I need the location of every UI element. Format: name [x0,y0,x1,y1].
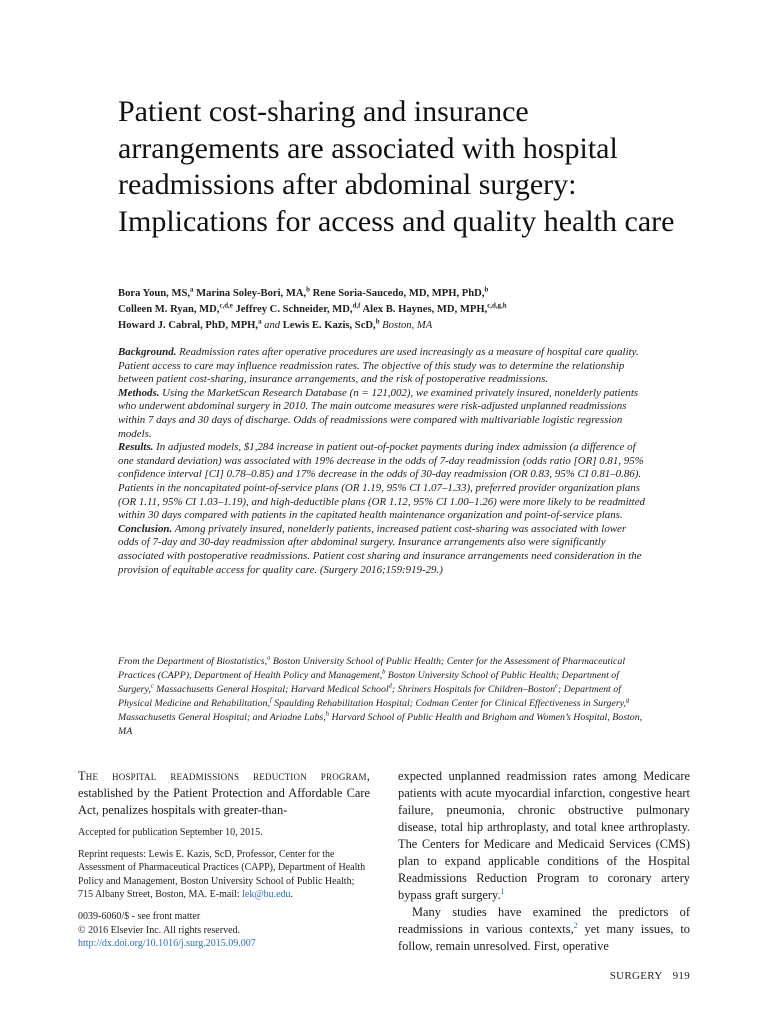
affiliation-mark: h [325,710,329,718]
affiliation-text: ; Shriners Hospitals for Children–Boston [391,684,556,695]
author-affil-mark: c,d,g,h [487,302,507,310]
author-location: Boston, MA [379,320,433,331]
author-affil-mark: a [258,318,262,326]
doi-link[interactable]: http://dx.doi.org/10.1016/j.surg.2015.09.007 [78,938,256,950]
author-affil-mark: b [484,286,489,294]
affiliations [118,655,646,739]
affiliation-text: Spaulding Rehabilitation Hospital; Codman Center for Clinical Effectiveness in Surgery, [271,698,627,709]
affiliation-mark: a [267,654,271,662]
author-name: Rene Soria-Saucedo, MD, MPH, PhD, [309,288,485,299]
abstract-results-label: Results. [118,441,154,454]
affiliation-text: ; Department of Physical Medicine and Rehabilitation, [118,684,621,709]
abstract-conclusion [118,523,646,577]
author-affil-mark: b [306,286,310,294]
paragraph-text: yet many issues, to follow, remain unresolved. First, operative [398,922,690,953]
abstract-results-text: In adjusted models, $1,284 increase in patient out-of-pocket payments during index admission (a difference of one standard deviation) was associated with 19% decrease in the odds of 7-day readmission (odds ratio [OR] 0.81, 95% confidence interval [CI] 0.78–0.85) and 17% decrease in the odds of 30-day readmission (OR 0.83, 95% CI 0.81–0.86). Patients in the noncapitated point-of-service plans (OR 1.19, 95% CI 1.07–1.33), preferred provider organization plans (OR 1.11, 95% CI 1.03–1.19), and high-deductible plans (OR 1.12, 95% CI 1.00–1.26) were more likely to be readmitted within 30 days compared with patients in the capitated health maintenance organization and point-of-service plans. [118,441,645,522]
journal-name: SURGERY [609,970,663,982]
affiliation-text: Boston University School of Public Health; Center for the Assessment of Pharmaceutical Practices (CAPP), Department of Health Policy and Management, [118,656,626,681]
affiliation-text: From the Department of Biostatistics, [118,656,268,667]
author-conjunction: and [261,320,283,331]
page-footer [560,970,690,982]
abstract-results [118,441,646,523]
abstract-conclusion-label: Conclusion. [118,522,173,535]
author-name: Alex B. Haynes, MD, MPH, [360,304,488,315]
affiliation-mark: e [555,682,558,690]
abstract-background [118,346,646,387]
author-affil-mark: d,f [352,302,361,310]
reprint-requests [78,848,370,902]
issn-line: 0039-6060/$ - see front matter [78,910,201,922]
author-list [118,286,718,334]
affiliation-text: Harvard School of Public Health and Brigham and Women’s Hospital, Boston, MA [118,712,643,737]
affiliation-text: Massachusetts General Hospital; Harvard Medical School [153,684,389,695]
affiliation-mark: c [150,682,154,690]
affiliation-mark: d [388,682,392,690]
reprint-text: Reprint requests: Lewis E. Kazis, ScD, Professor, Center for the Assessment of Pharmaceutical Practices (CAPP), Department of Health Policy and Management, Boston University School of Public Health; 715 Albany Street, Boston, MA. E-mail: [78,848,366,901]
author-name: Howard J. Cabral, PhD, MPH, [118,320,259,331]
intro-lead-in: The hospital readmissions reduction program, [78,769,370,783]
abstract-methods [118,387,646,441]
reprint-end: . [290,889,294,901]
affiliation-mark: g [626,696,630,704]
author-name: Lewis E. Kazis, ScD, [282,320,376,331]
author-name: Colleen M. Ryan, MD, [118,304,220,315]
affiliation-mark: f [269,696,272,704]
abstract-background-text: Readmission rates after operative procedures are used increasingly as a measure of hospital care quality. Patient access to care may influence readmission rates. The objective of this study was to determine the relationship between patient cost-sharing, insurance arrangements, and the risk of postoperative readmissions. [118,346,639,386]
author-affil-mark: b [375,318,380,326]
body-paragraph [398,768,690,904]
abstract-methods-label: Methods. [118,386,160,399]
article-title: Patient cost-sharing and insurance arrangements are associated with hospital readmissions after abdominal surgery: Implications for access and quality health care [118,95,675,238]
accepted-date: Accepted for publication September 10, 2015. [78,827,263,838]
reference-link[interactable]: 2 [573,920,578,930]
article-notes [78,826,370,951]
abstract-methods-text: Using the MarketScan Research Database (n = 121,002), we examined privately insured, nonelderly patients who underwent abdominal surgery in 2010. The main outcome measures were risk-adjusted unplanned readmissions within 7 days and 30 days of discharge. Odds of readmissions were compared with multivariable logistic regression models. [118,386,639,440]
author-affil-mark: c,d,e [219,302,233,310]
body-intro-paragraph [78,768,370,819]
body-paragraph [398,904,690,955]
copyright-line: © 2016 Elsevier Inc. All rights reserved. [78,924,241,936]
author-affil-mark: a [190,286,194,294]
abstract [118,346,646,577]
intro-text: established by the Patient Protection and Affordable Care Act, penalizes hospitals with greater-than- [78,786,370,817]
reference-link[interactable]: 1 [500,886,505,896]
author-name: Bora Youn, MS, [118,288,191,299]
paragraph-text: expected unplanned readmission rates among Medicare patients with acute myocardial infarction, congestive heart failure, pneumonia, chronic obstructive pulmonary disease, total hip arthroplasty, and total knee arthroplasty. The Centers for Medicare and Medicaid Services (CMS) plan to expand applicable conditions of the Hospital Readmissions Reduction Program to coronary artery bypass graft surgery. [398,769,690,902]
paragraph-text: Many studies have examined the predictors of readmissions in various contexts, [398,905,690,936]
page-number: 919 [672,970,690,982]
affiliation-mark: b [382,668,386,676]
abstract-background-label: Background. [118,346,177,358]
affiliation-text: Massachusetts General Hospital; and Ariadne Labs, [118,712,326,723]
affiliation-text: Boston University School of Public Health; Department of Surgery, [118,670,619,695]
abstract-conclusion-text: Among privately insured, nonelderly patients, increased patient cost-sharing was associated with lower odds of 7-day and 30-day readmission after abdominal surgery. Insurance arrangements also were significantly associated with postoperative readmissions. Patient cost sharing and insurance arrangements need consideration in the provision of equitable access for quality care. (Surgery 2016;159:919-29.) [118,522,642,576]
body-right-column [398,768,690,955]
author-name: Marina Soley-Bori, MA, [193,288,307,299]
author-name: Jeffrey C. Schneider, MD, [232,304,353,315]
email-link[interactable]: lek@bu.edu [242,889,291,901]
